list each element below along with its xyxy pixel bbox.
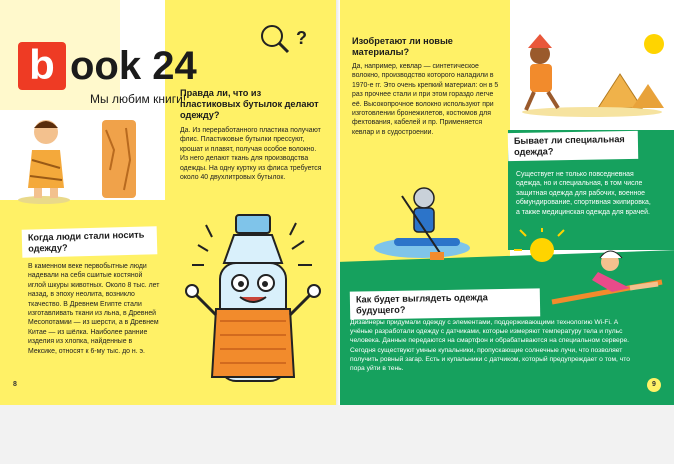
question-special-clothing-title: Бывает ли специальная одежда? xyxy=(513,134,625,158)
question-future-clothing-title: Как будет выглядеть одежда будущего? xyxy=(355,292,488,316)
plastic-bottles-text: Да. Из переработанного пластика получают флис. Пластиковые бутылки прессуют, крошат и плавят, получая особое волокно. Из него делают ткань для производства одежды. На одну куртку из флиса требуется около 40 двухлитровых бутылок. xyxy=(180,127,322,182)
background-strip xyxy=(0,405,674,464)
new-materials-text: Да, например, кевлар — синтетическое волокно, производство которого наладили в 1970-е гг. Это очень крепкий материал: он в 5 раз прочнее стали и при этом гораздо легче её. Высокопрочное волокно используют при изготовлении бронежилетов, костюмов для фехтования, кабелей и пр. Применяется кевлар и в судостроении. xyxy=(352,63,499,136)
kayaker-illustration xyxy=(372,176,482,271)
book24-logo[interactable] xyxy=(18,42,218,110)
bottle-mascot-illustration xyxy=(178,205,328,395)
page-number-left: 8 xyxy=(8,378,22,392)
question-future-clothing-heading xyxy=(350,288,540,319)
special-clothing-text: Существует не только повседневная одежда, но и специальная, в том числе защитная одежда для рабочих, военное обмундирование, спортивная экипировка, а также медицинская одежда для врачей. xyxy=(516,171,651,216)
question-clothing-origin-title: Когда люди стали носить одежду? xyxy=(27,229,145,254)
question-plastic-bottles-title: Правда ли, что из пластиковых бутылок делают одежду? xyxy=(180,88,319,120)
svg-text:?: ? xyxy=(296,28,307,48)
caveman-illustration xyxy=(14,110,154,205)
page-gutter xyxy=(336,0,340,405)
question-clothing-origin-heading xyxy=(22,226,158,258)
question-new-materials-title: Изобретают ли новые материалы? xyxy=(352,36,453,57)
future-clothing-text: Дизайнеры придумали одежду с элементами, поддерживающими технологию Wi-Fi. А учёные разработали одежду с датчиками, которые измеряют температуру тела и пульс человека. Данные передаются на смартфон и обрабатываются на специальном сервере. Сегодня существуют умные купальники, пропускающие солнечные лучи, что позволяет получить ровный загар. Есть и купальники с датчиком, который предупреждает о том, что пора уйти в тень. xyxy=(350,319,630,373)
logo-tagline: Мы любим книги! xyxy=(90,92,187,106)
desert-traveller-illustration xyxy=(512,28,672,124)
page-number-right: 9 xyxy=(647,378,661,392)
magnifier-doodle xyxy=(256,20,316,60)
logo-letter-b: b xyxy=(18,42,66,90)
question-new-materials-heading xyxy=(352,36,492,58)
clothing-origin-text: В каменном веке первобытные люди надевали на себя сшитые костяной иглой шкуры животных. Около 8 тыс. лет назад, в эпоху неолита, возникло ткачество. В Древнем Египте стали изготавливать ткани из льна, в Древней Месопотамии — из шерсти, а в Древнем Китае — из шёлка. Наиболее ранние изделия из хлопка, найденные в Мексике, относят к 6-му тыс. до н. э. xyxy=(28,263,160,355)
logo-wordmark: ook 24 xyxy=(70,44,197,88)
question-special-clothing-heading xyxy=(508,131,638,161)
